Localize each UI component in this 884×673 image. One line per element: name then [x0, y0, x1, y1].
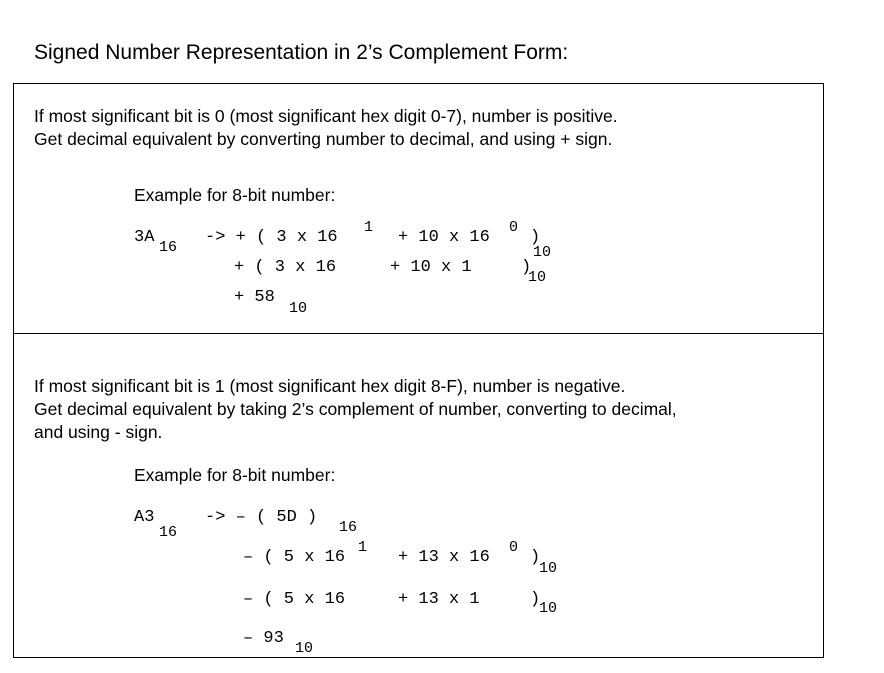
negative-result: – 93 — [243, 629, 284, 648]
negative-step3-subscript: 10 — [539, 600, 558, 617]
negative-step2-part1: – ( 5 x 16 — [243, 548, 346, 567]
negative-step2-subscript: 10 — [539, 560, 558, 577]
negative-step1: -> – ( 5D ) — [205, 508, 318, 527]
positive-example-heading: Example for 8-bit number: — [134, 185, 336, 205]
negative-step2-close: ) — [530, 548, 541, 567]
positive-hex-value: 3A — [134, 228, 155, 247]
positive-step2-close: ) — [521, 258, 532, 277]
positive-hex-subscript: 16 — [159, 239, 178, 256]
negative-step1-subscript: 16 — [339, 519, 358, 536]
positive-rule-line2: Get decimal equivalent by converting number to decimal, and using + sign. — [34, 129, 613, 149]
negative-step2-exponent1: 1 — [358, 539, 368, 556]
negative-rule-line2: Get decimal equivalent by taking 2’s complement of number, converting to decimal, — [34, 399, 677, 419]
positive-step1-subscript: 10 — [533, 244, 552, 261]
positive-step1-exponent0: 0 — [509, 219, 519, 236]
positive-step2-part2: + 10 x 1 — [390, 258, 472, 277]
negative-step3-part1: – ( 5 x 16 — [243, 590, 346, 609]
negative-hex-value: A3 — [134, 508, 155, 527]
negative-rule-line1: If most significant bit is 1 (most significant hex digit 8-F), number is negative. — [34, 376, 626, 396]
negative-step3-close: ) — [530, 590, 541, 609]
negative-step2-exponent0: 0 — [509, 539, 519, 556]
positive-rule-line1: If most significant bit is 0 (most significant hex digit 0-7), number is positive. — [34, 106, 618, 126]
negative-result-subscript: 10 — [295, 640, 314, 657]
positive-step1-exponent1: 1 — [364, 219, 374, 236]
positive-step1-part1: -> + ( 3 x 16 — [205, 228, 338, 247]
negative-rule-line3: and using - sign. — [34, 422, 163, 442]
negative-hex-subscript: 16 — [159, 524, 178, 541]
page-title: Signed Number Representation in 2’s Complement Form: — [34, 41, 569, 64]
positive-step2-subscript: 10 — [528, 269, 547, 286]
positive-step1-close: ) — [530, 228, 541, 247]
negative-step2-part2: + 13 x 16 — [398, 548, 490, 567]
positive-result: + 58 — [234, 288, 275, 307]
positive-result-subscript: 10 — [289, 300, 308, 317]
negative-step3-part2: + 13 x 1 — [398, 590, 480, 609]
positive-step1-part2: + 10 x 16 — [398, 228, 490, 247]
negative-example-heading: Example for 8-bit number: — [134, 465, 336, 485]
positive-step2-part1: + ( 3 x 16 — [234, 258, 337, 277]
